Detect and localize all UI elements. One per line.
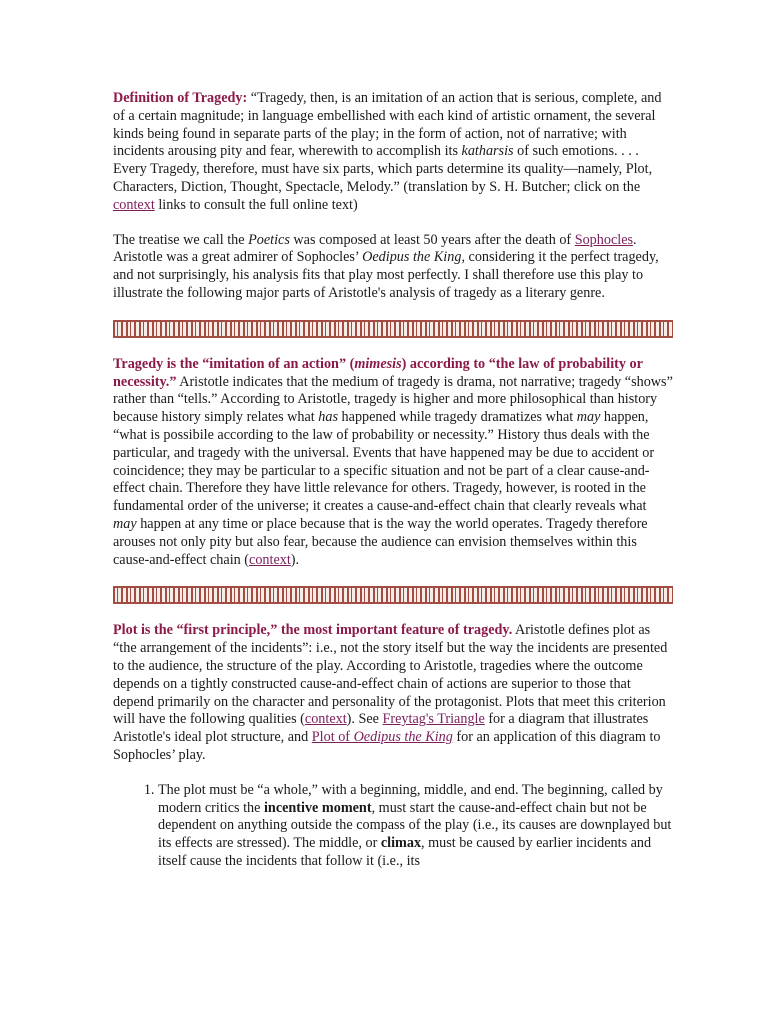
context-link[interactable]: context [249,551,291,568]
mimesis-paragraph [113,356,673,570]
italic-title: Oedipus the King [362,249,462,266]
definition-paragraph [113,90,673,215]
text-run: ). [290,551,300,568]
plot-paragraph [113,622,673,764]
text-run: for a diagram that illustrates Aristotle's ideal plot structure, and [113,711,649,746]
plot-qualities-list [113,782,673,871]
text-run: The treatise we call the [113,231,249,248]
text-run: “Tragedy, then, is an imitation of an action that is serious, complete, and of a certain magnitude; in language embellished with each kind of artistic ornament, the several kinds being found in separate parts of the play; in the form of action, not of narrative; with incidents arousing pity and fear, wherewith to accomplish its [113,90,662,160]
italic-word: has [318,409,338,426]
text-run: was composed at least 50 years after the death of [289,231,575,248]
greek-key-divider [113,320,673,338]
text-run: Aristotle indicates that the medium of tragedy is drama, not narrative; tragedy “shows” rather than “tells.” According to Aristotle, tragedy is higher and more philosophical than history because history simply relates what [113,373,673,426]
context-link[interactable]: context [113,196,155,213]
definition-heading: Definition of Tragedy: [113,90,248,106]
text-run: happened while tragedy dramatizes what [338,409,577,426]
bold-term: climax [380,835,422,852]
heading-italic: mimesis [354,355,402,372]
document-body [113,90,673,871]
sophocles-link[interactable]: Sophocles [574,231,634,248]
text-run: , must start the cause-and-effect chain but not be dependent on anything outside the compass of the play (i.e., its causes are downplayed but its effects are stressed). The middle, or [158,799,672,852]
greek-key-divider [113,586,673,604]
plot-heading: Plot is the “first principle,” the most important feature of tragedy. [113,622,513,639]
heading-run: ) according to “the law of probability or necessity.” [113,355,643,390]
poetics-paragraph [113,232,673,303]
freytag-triangle-link[interactable]: Freytag's Triangle [382,711,485,728]
italic-word: may [576,409,601,426]
text-run: Aristotle defines plot as “the arrangement of the incidents”: i.e., not the story itself but the way the incidents are presented to the audience, the structure of the play. According to Aristotle, tragedies where the outcome depends on a tightly constructed cause-and-effect chain of actions are superior to those that depend primarily on the character and personality of the protagonist. Plots that meet this criterion will have the following qualities ( [113,622,668,728]
text-run: happen at any time or place because that is the way the world operates. Tragedy therefore arouses not only pity but also fear, because the audience can envision themselves within this cause-and-effect chain ( [113,515,648,568]
text-run: , considering it the perfect tragedy, and not surprisingly, his analysis fits that play most perfectly. I shall therefore use this play to illustrate the following major parts of Aristotle's analysis of tragedy as a literary genre. [113,249,659,301]
italic-term: katharsis [461,143,514,160]
text-run: happen, “what is possibile according to the law of probability or necessity.” History thus deals with the particular, and tragedy with the universal. Events that have happened may be due to accident or coincidence; they may be particular to a specific situation and not be part of a clear cause-and-effect chain. Therefore they have little relevance for others. Tragedy, however, is rooted in the fundamental order of the universe; it creates a cause-and-effect chain that clearly reveals what [113,409,655,515]
text-run: ). See [346,711,383,728]
heading-run: Tragedy is the “imitation of an action” ( [113,355,355,372]
italic-title: Poetics [248,231,290,248]
text-run: The plot must be “a whole,” with a beginning, middle, and end. The beginning, called by modern critics the [158,781,663,816]
text-run: , must be caused by earlier incidents and itself cause the incidents that follow it (i.e., its [158,835,652,869]
list-item [158,782,673,871]
text-run: . Aristotle was a great admirer of Sophocles’ [113,231,637,266]
text-run: of such emotions. . . . Every Tragedy, therefore, must have six parts, which parts determine its quality—namely, Plot, Characters, Diction, Thought, Spectacle, Melody.” (translation by S. H. Butcher; click on the [113,143,653,195]
bold-term: incentive moment [263,799,372,816]
text-run: links to consult the full online text) [154,196,358,213]
text-run: for an application of this diagram to Sophocles’ play. [113,729,661,763]
link-italic-text: Oedipus the King [353,729,453,746]
plot-of-oedipus-link[interactable] [312,729,453,745]
italic-word: may [113,515,137,532]
context-link[interactable]: context [304,711,347,728]
link-text: Plot of [311,729,354,746]
